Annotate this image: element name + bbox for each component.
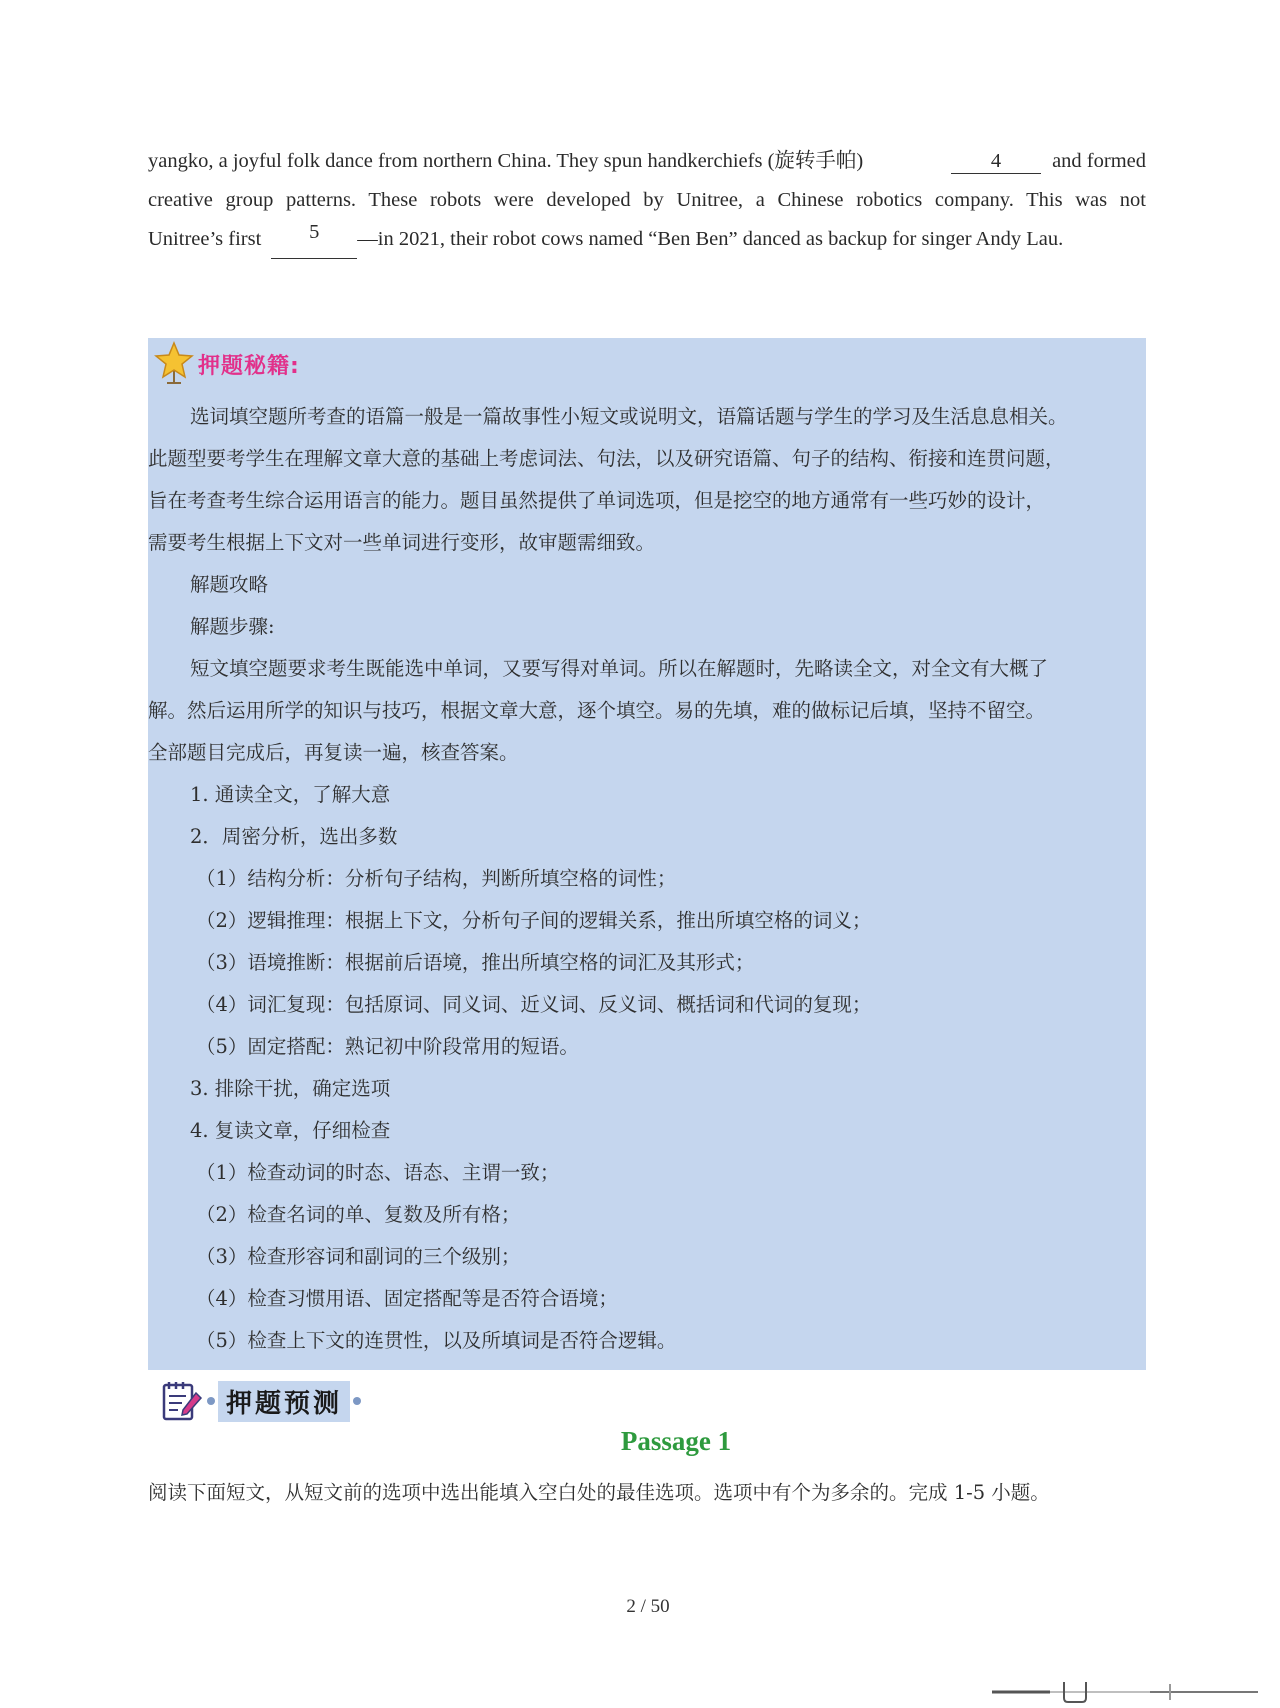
answer-blank-4: 4 (951, 149, 1041, 174)
tips-substep: （2）逻辑推理：根据上下文，分析句子间的逻辑关系，推出所填空格的词义； (196, 909, 872, 932)
tips-paragraph: 解。然后运用所学的知识与技巧，根据文章大意，逐个填空。易的先填，难的做标记后填，坚持不留空。 (148, 699, 1046, 722)
tips-substep: （4）检查习惯用语、固定搭配等是否符合语境； (196, 1287, 618, 1310)
tips-step: 2．周密分析，选出多数 (190, 825, 398, 848)
excerpt-text: Unitree’s first (148, 228, 262, 250)
tips-body (148, 396, 1146, 1362)
passage-excerpt (148, 142, 1146, 259)
answer-blank-5: 5 (271, 220, 357, 259)
tips-substep: （5）检查上下文的连贯性，以及所填词是否符合逻辑。 (196, 1329, 677, 1352)
excerpt-line (148, 181, 1146, 220)
tips-title: 押题秘籍: (198, 353, 300, 379)
tips-header (154, 340, 300, 388)
tips-paragraph: 需要考生根据上下文对一些单词进行变形，故审题需细致。 (148, 531, 656, 554)
excerpt-line (148, 142, 1146, 181)
tips-step: 3. 排除干扰，确定选项 (190, 1077, 391, 1100)
page-number: 2 / 50 (626, 1596, 670, 1617)
tips-substep: （1）检查动词的时态、语态、主谓一致； (196, 1161, 560, 1184)
excerpt-text: yangko, a joyful folk dance from northern China. They spun handkerchiefs (旋转手帕) (148, 150, 864, 172)
passage-instructions: 阅读下面短文，从短文前的选项中选出能填入空白处的最佳选项。选项中有个为多余的。完成 1-5 小题。 (148, 1481, 1050, 1504)
tips-substep: （5）固定搭配：熟记初中阶段常用的短语。 (196, 1035, 579, 1058)
tips-paragraph: 此题型要考学生在理解文章大意的基础上考虑词法、句法，以及研究语篇、句子的结构、衔接和连贯问题， (148, 447, 1065, 470)
tips-substep: （1）结构分析：分析句子结构，判断所填空格的词性； (196, 867, 677, 890)
tips-substep: （3）检查形容词和副词的三个级别； (196, 1245, 521, 1268)
tips-substep: （4）词汇复现：包括原词、同义词、近义词、反义词、概括词和代词的复现； (196, 993, 872, 1016)
decor-dot (353, 1397, 361, 1405)
tips-paragraph: 旨在考查考生综合运用语言的能力。题目虽然提供了单词选项，但是挖空的地方通常有一些巧妙的设计， (148, 489, 1046, 512)
tips-paragraph: 选词填空题所考查的语篇一般是一篇故事性小短文或说明文，语篇话题与学生的学习及生活息息相关。 (190, 405, 1068, 428)
excerpt-text: —in 2021, their robot cows named “Ben Ben” danced as backup for singer Andy Lau. (357, 228, 1064, 250)
star-icon (154, 341, 194, 387)
tips-subheading: 解题攻略 (190, 573, 269, 596)
passage-title: Passage 1 (620, 1426, 732, 1456)
decor-dot (207, 1397, 215, 1405)
tips-paragraph: 短文填空题要求考生既能选中单词，又要写得对单词。所以在解题时，先略读全文，对全文有大概了 (190, 657, 1049, 680)
prediction-title: 押题预测 (218, 1381, 350, 1422)
viewer-scroll-widget[interactable] (990, 1680, 1260, 1704)
prediction-header (160, 1377, 364, 1425)
tips-step: 1. 通读全文，了解大意 (190, 783, 391, 806)
tips-paragraph: 全部题目完成后，再复读一遍，核查答案。 (148, 741, 519, 764)
excerpt-line (148, 220, 1146, 259)
tips-step: 4. 复读文章，仔细检查 (190, 1119, 391, 1142)
tips-subheading: 解题步骤: (190, 615, 275, 638)
excerpt-text: and formed (1052, 150, 1146, 172)
excerpt-text: creative group patterns. These robots were developed by Unitree, a Chinese robotics company. This was not (148, 189, 1146, 211)
notebook-pen-icon (160, 1379, 204, 1423)
tips-substep: （3）语境推断：根据前后语境，推出所填空格的词汇及其形式； (196, 951, 755, 974)
tips-substep: （2）检查名词的单、复数及所有格； (196, 1203, 521, 1226)
tips-box (148, 338, 1146, 1370)
